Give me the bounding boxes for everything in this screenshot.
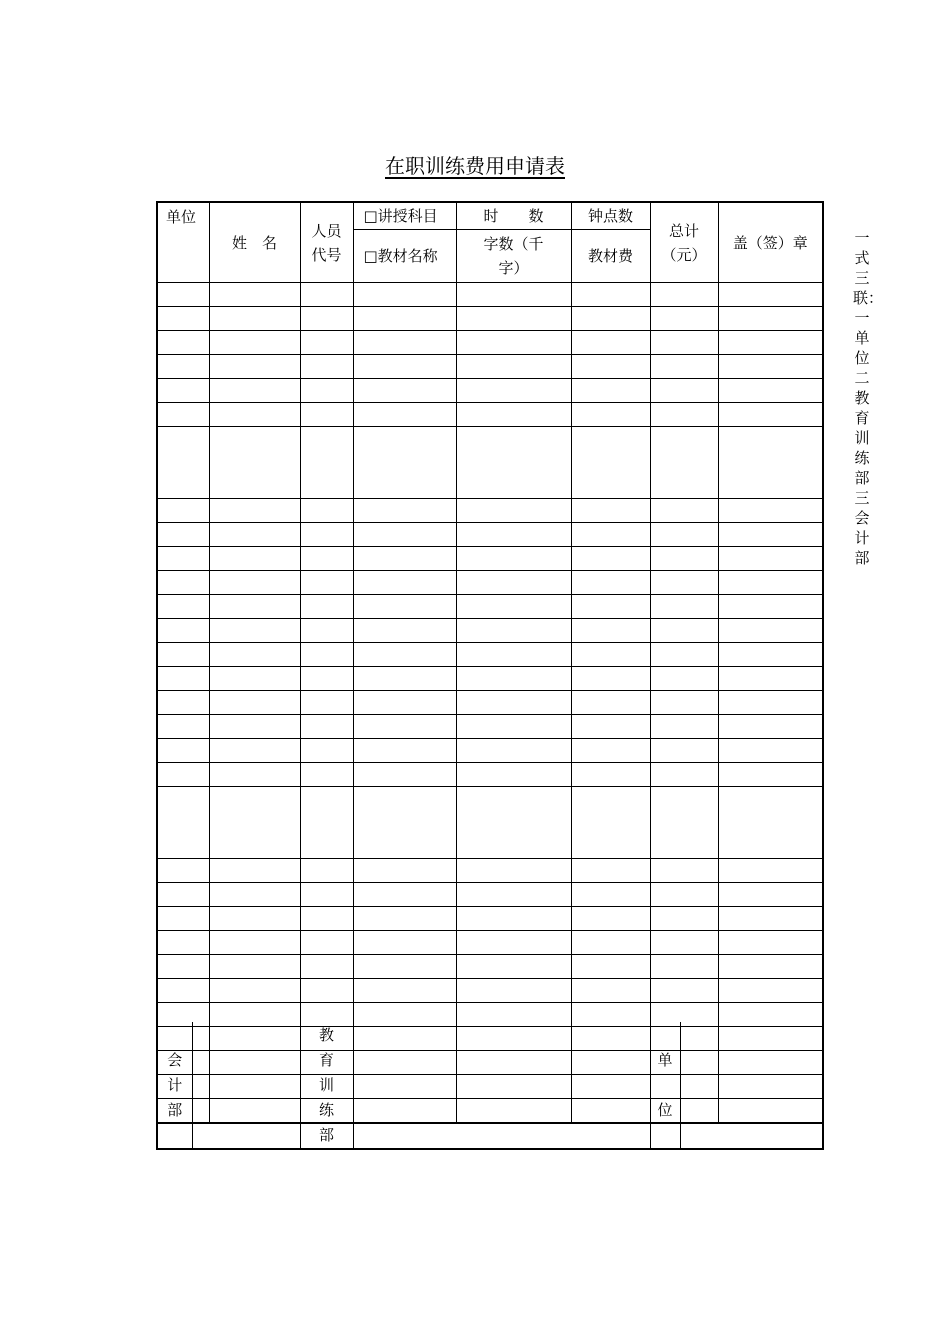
table-cell[interactable] — [157, 739, 209, 763]
table-cell[interactable] — [650, 571, 718, 595]
footer-table — [156, 1022, 824, 1150]
table-cell[interactable] — [353, 331, 456, 355]
table-cell[interactable] — [353, 283, 456, 307]
table-cell[interactable] — [571, 331, 650, 355]
table-cell[interactable] — [209, 643, 300, 667]
table-cell[interactable] — [718, 955, 823, 979]
table-cell[interactable] — [157, 331, 209, 355]
table-cell[interactable] — [300, 955, 353, 979]
table-cell[interactable] — [209, 355, 300, 379]
table-cell[interactable] — [157, 355, 209, 379]
table-cell[interactable] — [157, 907, 209, 931]
table-cell[interactable] — [571, 739, 650, 763]
table-cell[interactable] — [209, 859, 300, 883]
footer-education-label: 教育训练部 — [300, 1022, 353, 1149]
table-body — [157, 283, 823, 1124]
header-hourly-fee: 钟点数 — [571, 202, 650, 230]
table-cell[interactable] — [650, 979, 718, 1003]
table-row — [157, 715, 823, 739]
table-cell[interactable] — [209, 499, 300, 523]
table-cell[interactable] — [209, 763, 300, 787]
table-cell[interactable] — [650, 379, 718, 403]
table-cell[interactable] — [353, 547, 456, 571]
form-title: 在职训练费用申请表 — [385, 154, 565, 178]
table-cell[interactable] — [300, 307, 353, 331]
table-cell[interactable] — [718, 883, 823, 907]
table-row — [157, 859, 823, 883]
table-cell[interactable] — [456, 907, 571, 931]
table-cell[interactable] — [300, 787, 353, 859]
table-cell[interactable] — [300, 403, 353, 427]
table-cell[interactable] — [571, 931, 650, 955]
table-cell[interactable] — [650, 883, 718, 907]
table-cell[interactable] — [571, 403, 650, 427]
table-cell[interactable] — [456, 931, 571, 955]
side-note: 一式三联：一单位 二 教育训练部 三 会计部 — [853, 229, 884, 567]
table-cell[interactable] — [456, 355, 571, 379]
table-cell[interactable] — [353, 979, 456, 1003]
header-staff-code-line2: 代号 — [311, 245, 342, 264]
table-cell[interactable] — [571, 427, 650, 499]
table-cell[interactable] — [157, 283, 209, 307]
header-hours: 时 数 — [456, 202, 571, 230]
table-cell[interactable] — [650, 355, 718, 379]
table-cell[interactable] — [718, 667, 823, 691]
table-cell[interactable] — [300, 859, 353, 883]
table-cell[interactable] — [209, 283, 300, 307]
table-cell[interactable] — [300, 643, 353, 667]
table-cell[interactable] — [300, 595, 353, 619]
table-cell[interactable] — [571, 979, 650, 1003]
table-row — [157, 763, 823, 787]
table-cell[interactable] — [718, 763, 823, 787]
table-cell[interactable] — [209, 739, 300, 763]
table-cell[interactable] — [300, 979, 353, 1003]
table-cell[interactable] — [157, 715, 209, 739]
header-material-fee: 教材费 — [571, 230, 650, 283]
table-cell[interactable] — [650, 739, 718, 763]
header-total — [650, 202, 718, 283]
table-cell[interactable] — [650, 547, 718, 571]
table-cell[interactable] — [456, 547, 571, 571]
table-cell[interactable] — [650, 859, 718, 883]
footer-accounting-label: 会计部 — [157, 1022, 192, 1149]
table-row — [157, 595, 823, 619]
table-cell[interactable] — [353, 787, 456, 859]
table-cell[interactable] — [300, 283, 353, 307]
table-cell[interactable] — [209, 955, 300, 979]
table-cell[interactable] — [300, 331, 353, 355]
table-cell[interactable] — [456, 283, 571, 307]
table-cell[interactable] — [353, 307, 456, 331]
table-cell[interactable] — [209, 667, 300, 691]
table-cell[interactable] — [571, 355, 650, 379]
table-cell[interactable] — [571, 283, 650, 307]
header-total-line1: 总计 — [668, 221, 699, 240]
table-cell[interactable] — [300, 499, 353, 523]
table-cell[interactable] — [209, 787, 300, 859]
footer-accounting-field[interactable] — [192, 1022, 300, 1149]
table-cell[interactable] — [209, 427, 300, 499]
table-cell[interactable] — [650, 331, 718, 355]
table-cell[interactable] — [456, 499, 571, 523]
table-row — [157, 499, 823, 523]
table-cell[interactable] — [300, 715, 353, 739]
table-cell[interactable] — [456, 331, 571, 355]
table-cell[interactable] — [650, 403, 718, 427]
table-cell[interactable] — [571, 571, 650, 595]
table-cell[interactable] — [353, 643, 456, 667]
table-cell[interactable] — [718, 979, 823, 1003]
table-row — [157, 355, 823, 379]
table-cell[interactable] — [650, 763, 718, 787]
table-cell[interactable] — [209, 331, 300, 355]
header-name: 姓 名 — [209, 202, 300, 283]
table-cell[interactable] — [209, 883, 300, 907]
table-cell[interactable] — [157, 883, 209, 907]
table-cell[interactable] — [353, 715, 456, 739]
table-row — [157, 571, 823, 595]
table-cell[interactable] — [650, 619, 718, 643]
table-row — [157, 907, 823, 931]
table-cell[interactable] — [456, 787, 571, 859]
table-cell[interactable] — [718, 859, 823, 883]
table-cell[interactable] — [650, 691, 718, 715]
table-cell[interactable] — [571, 859, 650, 883]
table-cell[interactable] — [718, 643, 823, 667]
table-cell[interactable] — [571, 643, 650, 667]
table-row — [157, 931, 823, 955]
table-cell[interactable] — [456, 643, 571, 667]
table-cell[interactable] — [650, 955, 718, 979]
table-row — [157, 547, 823, 571]
table-cell[interactable] — [571, 547, 650, 571]
table-cell[interactable] — [718, 715, 823, 739]
table-cell[interactable] — [456, 955, 571, 979]
table-cell[interactable] — [650, 307, 718, 331]
table-cell[interactable] — [209, 379, 300, 403]
table-row — [157, 619, 823, 643]
table-row — [157, 427, 823, 499]
header-material-name: □教材名称 — [353, 230, 456, 283]
table-cell[interactable] — [718, 523, 823, 547]
table-cell[interactable] — [650, 499, 718, 523]
table-cell[interactable] — [157, 307, 209, 331]
header-staff-code — [300, 202, 353, 283]
table-cell[interactable] — [571, 691, 650, 715]
table-cell[interactable] — [456, 571, 571, 595]
table-cell[interactable] — [353, 931, 456, 955]
table-cell[interactable] — [300, 427, 353, 499]
table-cell[interactable] — [157, 931, 209, 955]
table-cell[interactable] — [650, 427, 718, 499]
table-cell[interactable] — [353, 691, 456, 715]
table-cell[interactable] — [650, 523, 718, 547]
table-cell[interactable] — [650, 931, 718, 955]
footer-unit-field[interactable] — [680, 1022, 823, 1149]
table-cell[interactable] — [456, 523, 571, 547]
table-row — [157, 403, 823, 427]
table-cell[interactable] — [209, 979, 300, 1003]
table-cell[interactable] — [571, 715, 650, 739]
table-cell[interactable] — [209, 307, 300, 331]
header-subject: □讲授科目 — [353, 202, 456, 230]
header-chars: 字数（千字） — [456, 230, 571, 283]
table-cell[interactable] — [718, 307, 823, 331]
table-row — [157, 283, 823, 307]
table-cell[interactable] — [718, 595, 823, 619]
table-row — [157, 307, 823, 331]
table-cell[interactable] — [300, 571, 353, 595]
table-cell[interactable] — [456, 667, 571, 691]
table-cell[interactable] — [718, 403, 823, 427]
table-cell[interactable] — [571, 619, 650, 643]
table-cell[interactable] — [209, 403, 300, 427]
table-row — [157, 883, 823, 907]
table-cell[interactable] — [456, 307, 571, 331]
table-cell[interactable] — [650, 595, 718, 619]
table-cell[interactable] — [353, 883, 456, 907]
table-cell[interactable] — [456, 739, 571, 763]
table-cell[interactable] — [353, 859, 456, 883]
table-cell[interactable] — [456, 619, 571, 643]
footer-education-field[interactable] — [353, 1022, 650, 1149]
table-cell[interactable] — [300, 667, 353, 691]
table-cell[interactable] — [300, 931, 353, 955]
table-row — [157, 379, 823, 403]
table-cell[interactable] — [718, 379, 823, 403]
table-cell[interactable] — [300, 763, 353, 787]
table-row — [157, 691, 823, 715]
table-cell[interactable] — [718, 619, 823, 643]
table-row — [157, 979, 823, 1003]
table-cell[interactable] — [157, 595, 209, 619]
table-cell[interactable] — [209, 931, 300, 955]
table-cell[interactable] — [353, 427, 456, 499]
table-cell[interactable] — [718, 907, 823, 931]
table-cell[interactable] — [209, 907, 300, 931]
table-cell[interactable] — [157, 427, 209, 499]
table-cell[interactable] — [209, 523, 300, 547]
table-cell[interactable] — [353, 907, 456, 931]
table-cell[interactable] — [209, 619, 300, 643]
table-cell[interactable] — [650, 667, 718, 691]
table-cell[interactable] — [650, 643, 718, 667]
table-cell[interactable] — [300, 883, 353, 907]
table-cell[interactable] — [353, 595, 456, 619]
table-cell[interactable] — [456, 883, 571, 907]
table-cell[interactable] — [571, 955, 650, 979]
table-cell[interactable] — [650, 907, 718, 931]
table-cell[interactable] — [718, 355, 823, 379]
table-cell[interactable] — [300, 523, 353, 547]
table-cell[interactable] — [157, 523, 209, 547]
table-row — [157, 787, 823, 859]
table-cell[interactable] — [571, 379, 650, 403]
table-cell[interactable] — [157, 379, 209, 403]
table-cell[interactable] — [650, 283, 718, 307]
table-cell[interactable] — [456, 859, 571, 883]
table-row — [157, 739, 823, 763]
table-cell[interactable] — [300, 355, 353, 379]
table-cell[interactable] — [571, 787, 650, 859]
table-cell[interactable] — [456, 595, 571, 619]
table-row — [157, 955, 823, 979]
table-cell[interactable] — [571, 763, 650, 787]
table-row — [157, 643, 823, 667]
table-cell[interactable] — [209, 595, 300, 619]
table-cell[interactable] — [571, 595, 650, 619]
header-total-line2: （元） — [661, 245, 707, 264]
table-cell[interactable] — [157, 643, 209, 667]
table-cell[interactable] — [157, 955, 209, 979]
table-cell[interactable] — [157, 691, 209, 715]
table-cell[interactable] — [353, 523, 456, 547]
table-cell[interactable] — [157, 403, 209, 427]
table-row — [157, 667, 823, 691]
table-cell[interactable] — [571, 523, 650, 547]
table-cell[interactable] — [650, 787, 718, 859]
table-cell[interactable] — [353, 619, 456, 643]
table-row — [157, 331, 823, 355]
table-cell[interactable] — [353, 763, 456, 787]
table-cell[interactable] — [157, 619, 209, 643]
table-cell[interactable] — [571, 499, 650, 523]
table-cell[interactable] — [157, 787, 209, 859]
table-cell[interactable] — [718, 739, 823, 763]
table-cell[interactable] — [718, 787, 823, 859]
table-cell[interactable] — [718, 931, 823, 955]
table-cell[interactable] — [300, 907, 353, 931]
table-cell[interactable] — [456, 979, 571, 1003]
table-cell[interactable] — [157, 499, 209, 523]
table-cell[interactable] — [571, 307, 650, 331]
table-cell[interactable] — [209, 571, 300, 595]
table-cell[interactable] — [157, 859, 209, 883]
table-cell[interactable] — [718, 571, 823, 595]
header-seal: 盖（签）章 — [718, 202, 823, 283]
table-cell[interactable] — [456, 427, 571, 499]
table-cell[interactable] — [650, 715, 718, 739]
table-cell[interactable] — [571, 907, 650, 931]
table-cell[interactable] — [456, 691, 571, 715]
table-cell[interactable] — [157, 667, 209, 691]
table-cell[interactable] — [353, 379, 456, 403]
table-cell[interactable] — [157, 763, 209, 787]
table-cell[interactable] — [209, 691, 300, 715]
table-cell[interactable] — [718, 499, 823, 523]
table-cell[interactable] — [157, 571, 209, 595]
application-table — [156, 201, 824, 1124]
table-cell[interactable] — [456, 403, 571, 427]
table-cell[interactable] — [209, 547, 300, 571]
table-row — [157, 523, 823, 547]
table-cell[interactable] — [353, 403, 456, 427]
table-cell[interactable] — [300, 739, 353, 763]
table-cell[interactable] — [157, 547, 209, 571]
table-cell[interactable] — [571, 883, 650, 907]
header-staff-code-line1: 人员 — [311, 221, 342, 240]
table-cell[interactable] — [718, 547, 823, 571]
footer-unit-label: 单位 — [650, 1022, 680, 1149]
table-cell[interactable] — [718, 427, 823, 499]
table-cell[interactable] — [209, 715, 300, 739]
table-cell[interactable] — [300, 547, 353, 571]
table-cell[interactable] — [456, 715, 571, 739]
table-cell[interactable] — [353, 355, 456, 379]
table-cell[interactable] — [300, 379, 353, 403]
table-cell[interactable] — [300, 619, 353, 643]
table-cell[interactable] — [157, 979, 209, 1003]
table-cell[interactable] — [353, 739, 456, 763]
table-cell[interactable] — [718, 283, 823, 307]
table-cell[interactable] — [571, 667, 650, 691]
table-cell[interactable] — [353, 571, 456, 595]
table-cell[interactable] — [456, 379, 571, 403]
table-cell[interactable] — [456, 763, 571, 787]
table-cell[interactable] — [718, 331, 823, 355]
table-cell[interactable] — [353, 955, 456, 979]
table-cell[interactable] — [353, 499, 456, 523]
table-cell[interactable] — [718, 691, 823, 715]
table-cell[interactable] — [353, 667, 456, 691]
table-cell[interactable] — [300, 691, 353, 715]
header-unit: 单位 — [157, 202, 209, 283]
